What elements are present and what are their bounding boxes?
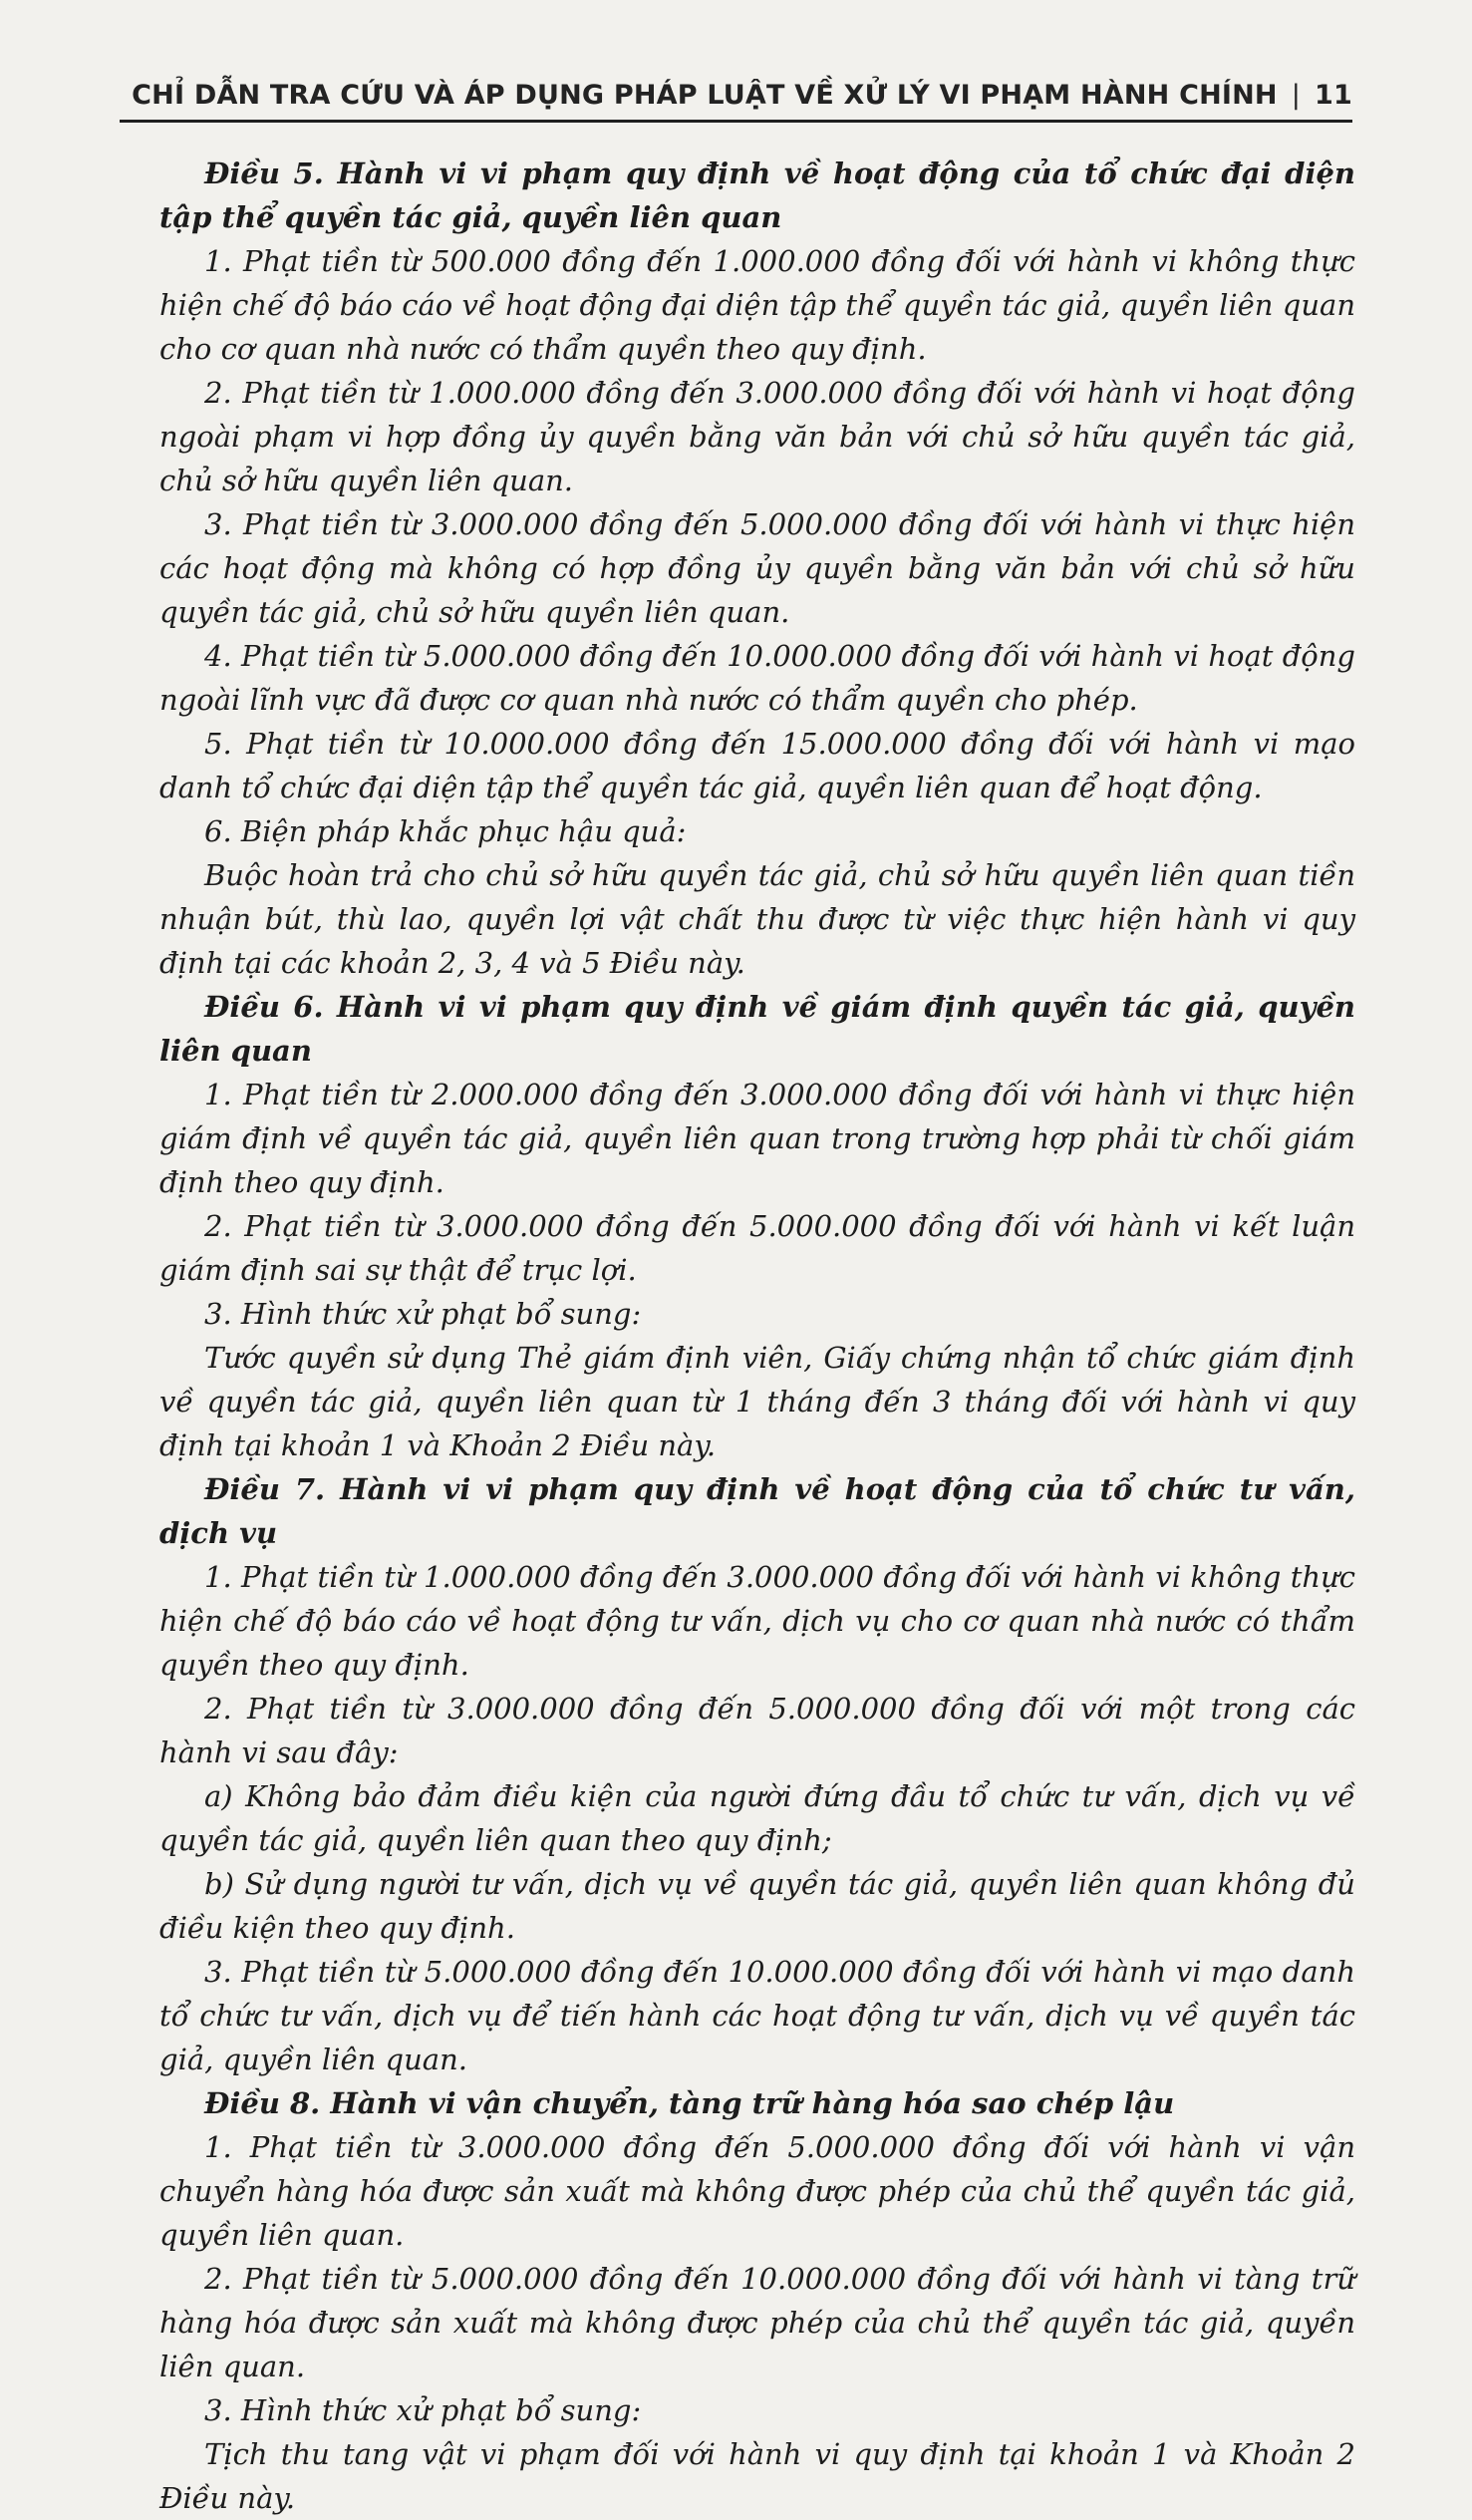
- paragraph: 2. Phạt tiền từ 5.000.000 đồng đến 10.000.000 đồng đối với hành vi tàng trữ hàng hóa được sản xuất mà không được phép của chủ thể quyền tác giả, quyền liên quan.: [159, 2262, 1355, 2383]
- paragraph: 2. Phạt tiền từ 3.000.000 đồng đến 5.000.000 đồng đối với một trong các hành vi sau đây:: [159, 1692, 1355, 1769]
- article-7-heading: Điều 7. Hành vi vi phạm quy định về hoạt động của tổ chức tư vấn, dịch vụ: [159, 1472, 1355, 1550]
- paragraph: 1. Phạt tiền từ 1.000.000 đồng đến 3.000.000 đồng đối với hành vi không thực hiện chế độ báo cáo về hoạt động tư vấn, dịch vụ cho cơ quan nhà nước có thẩm quyền theo quy định.: [159, 1560, 1355, 1682]
- paragraph: 3. Phạt tiền từ 5.000.000 đồng đến 10.000.000 đồng đối với hành vi mạo danh tổ chức tư vấn, dịch vụ để tiến hành các hoạt động tư vấn, dịch vụ về quyền tác giả, quyền liên quan.: [159, 1955, 1355, 2076]
- page-number: 11: [1315, 79, 1352, 111]
- header-title: CHỈ DẪN TRA CỨU VÀ ÁP DỤNG PHÁP LUẬT VỀ XỬ LÝ VI PHẠM HÀNH CHÍNH: [132, 79, 1278, 111]
- paragraph: 1. Phạt tiền từ 3.000.000 đồng đến 5.000.000 đồng đối với hành vi vận chuyển hàng hóa được sản xuất mà không được phép của chủ thể quyền tác giả, quyền liên quan.: [159, 2130, 1355, 2252]
- paragraph: Tước quyền sử dụng Thẻ giám định viên, Giấy chứng nhận tổ chức giám định về quyền tác giả, quyền liên quan từ 1 tháng đến 3 tháng đối với hành vi quy định tại khoản 1 và Khoản 2 Điều này.: [159, 1341, 1355, 1462]
- paragraph: b) Sử dụng người tư vấn, dịch vụ về quyền tác giả, quyền liên quan không đủ điều kiện theo quy định.: [159, 1867, 1355, 1945]
- paragraph: 2. Phạt tiền từ 1.000.000 đồng đến 3.000.000 đồng đối với hành vi hoạt động ngoài phạm vi hợp đồng ủy quyền bằng văn bản với chủ sở hữu quyền tác giả, chủ sở hữu quyền liên quan.: [159, 376, 1355, 497]
- header-separator: |: [1291, 79, 1302, 111]
- paragraph: 1. Phạt tiền từ 500.000 đồng đến 1.000.000 đồng đối với hành vi không thực hiện chế độ báo cáo về hoạt động đại diện tập thể quyền tác giả, quyền liên quan cho cơ quan nhà nước có thẩm quyền theo quy định.: [159, 244, 1355, 366]
- paragraph: Tịch thu tang vật vi phạm đối với hành vi quy định tại khoản 1 và Khoản 2 Điều này.: [159, 2437, 1355, 2515]
- paragraph: 2. Phạt tiền từ 3.000.000 đồng đến 5.000.000 đồng đối với hành vi kết luận giám định sai sự thật để trục lợi.: [159, 1209, 1355, 1287]
- paragraph: a) Không bảo đảm điều kiện của người đứng đầu tổ chức tư vấn, dịch vụ về quyền tác giả, quyền liên quan theo quy định;: [159, 1779, 1355, 1857]
- paragraph: 3. Phạt tiền từ 3.000.000 đồng đến 5.000.000 đồng đối với hành vi thực hiện các hoạt động mà không có hợp đồng ủy quyền bằng văn bản với chủ sở hữu quyền tác giả, chủ sở hữu quyền liên quan.: [159, 507, 1355, 629]
- article-5-heading: Điều 5. Hành vi vi phạm quy định về hoạt động của tổ chức đại diện tập thể quyền tác giả, quyền liên quan: [159, 157, 1355, 234]
- paragraph: Buộc hoàn trả cho chủ sở hữu quyền tác giả, chủ sở hữu quyền liên quan tiền nhuận bút, thù lao, quyền lợi vật chất thu được từ việc thực hiện hành vi quy định tại các khoản 2, 3, 4 và 5 Điều này.: [159, 858, 1355, 980]
- page-body: [159, 152, 1355, 2520]
- paragraph: 3. Hình thức xử phạt bổ sung:: [204, 2393, 642, 2427]
- paragraph: 5. Phạt tiền từ 10.000.000 đồng đến 15.000.000 đồng đối với hành vi mạo danh tổ chức đại diện tập thể quyền tác giả, quyền liên quan để hoạt động.: [159, 727, 1355, 804]
- article-8-heading: Điều 8. Hành vi vận chuyển, tàng trữ hàng hóa sao chép lậu: [204, 2086, 1175, 2120]
- running-header: [120, 70, 1352, 123]
- paragraph: 4. Phạt tiền từ 5.000.000 đồng đến 10.000.000 đồng đối với hành vi hoạt động ngoài lĩnh vực đã được cơ quan nhà nước có thẩm quyền cho phép.: [159, 639, 1355, 717]
- paragraph: 3. Hình thức xử phạt bổ sung:: [204, 1297, 642, 1331]
- paragraph: 1. Phạt tiền từ 2.000.000 đồng đến 3.000.000 đồng đối với hành vi thực hiện giám định về quyền tác giả, quyền liên quan trong trường hợp phải từ chối giám định theo quy định.: [159, 1078, 1355, 1199]
- paragraph: 6. Biện pháp khắc phục hậu quả:: [204, 814, 687, 848]
- article-6-heading: Điều 6. Hành vi vi phạm quy định về giám định quyền tác giả, quyền liên quan: [159, 990, 1355, 1068]
